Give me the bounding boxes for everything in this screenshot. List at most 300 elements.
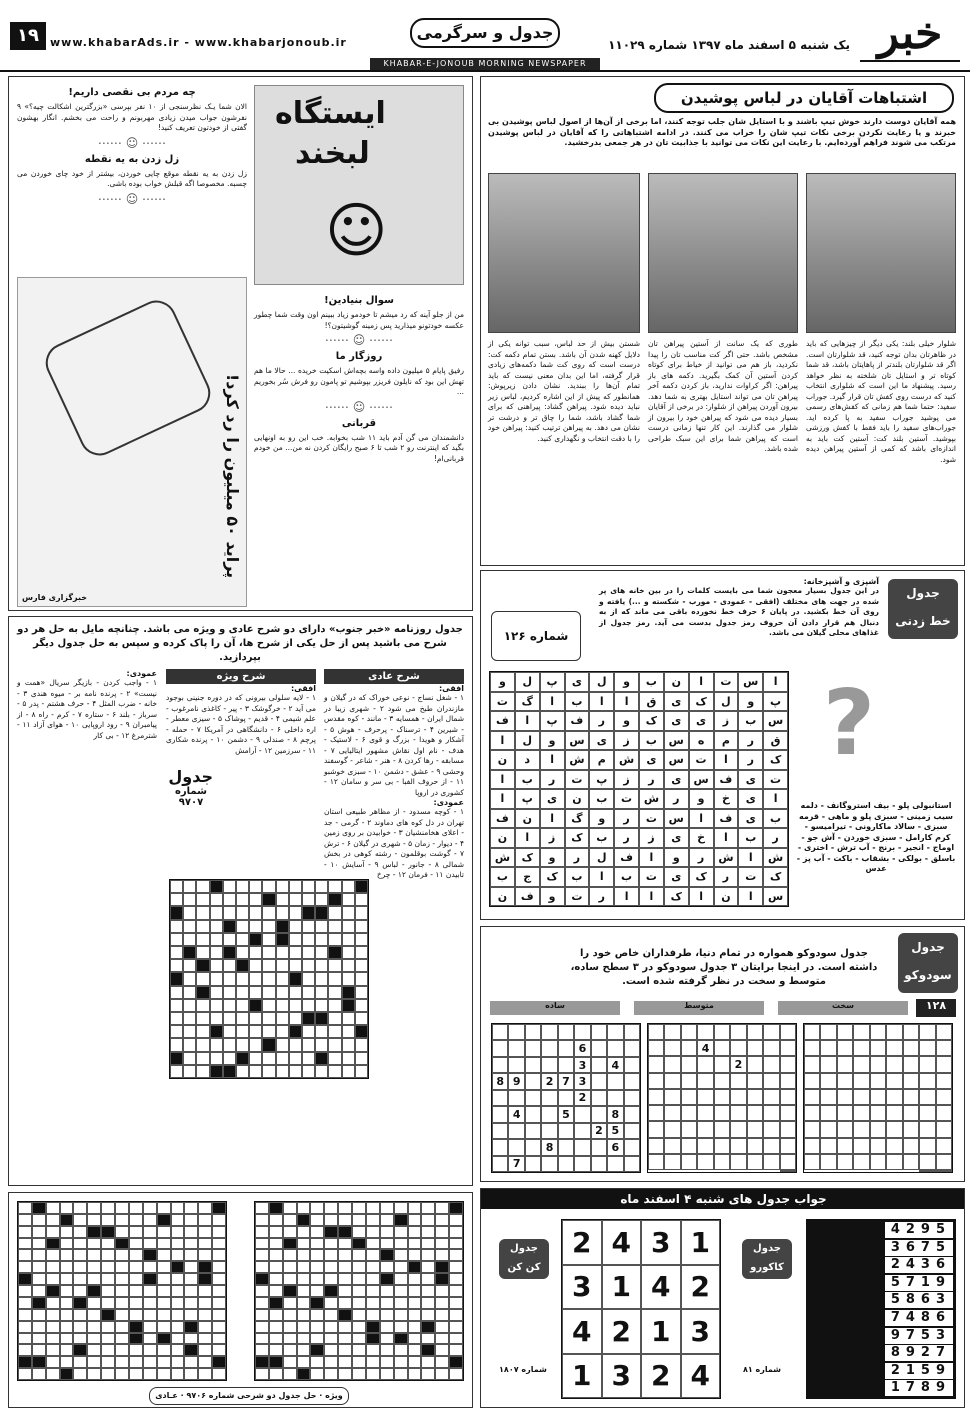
crossword-cell[interactable] (249, 1025, 262, 1038)
crossword-cell[interactable] (276, 1065, 289, 1078)
sudoku-cell[interactable] (747, 1105, 763, 1121)
crossword-cell[interactable] (355, 959, 368, 972)
sudoku-cell[interactable] (820, 1089, 836, 1105)
sudoku-cell[interactable] (763, 1121, 779, 1137)
sudoku-cell[interactable] (648, 1040, 664, 1056)
crossword-cell[interactable] (196, 999, 209, 1012)
word-search-cell[interactable]: ی (738, 770, 763, 790)
crossword-cell[interactable] (196, 1052, 209, 1065)
crossword-cell[interactable] (170, 933, 183, 946)
crossword-cell[interactable] (302, 1025, 315, 1038)
sudoku-cell[interactable] (664, 1040, 680, 1056)
crossword-cell[interactable] (262, 959, 275, 972)
word-search-cell[interactable]: س (738, 672, 763, 692)
sudoku-cell[interactable] (525, 1139, 541, 1155)
crossword-cell[interactable] (170, 906, 183, 919)
crossword-cell[interactable] (342, 986, 355, 999)
sudoku-cell[interactable] (936, 1154, 952, 1170)
sudoku-cell[interactable] (903, 1056, 919, 1072)
sudoku-cell[interactable] (870, 1073, 886, 1089)
sudoku-cell[interactable] (624, 1057, 640, 1073)
crossword-cell[interactable] (315, 1052, 328, 1065)
sudoku-cell[interactable] (607, 1073, 623, 1089)
crossword-cell[interactable] (262, 1025, 275, 1038)
crossword-cell[interactable] (355, 933, 368, 946)
sudoku-cell[interactable] (763, 1089, 779, 1105)
sudoku-cell[interactable] (837, 1121, 853, 1137)
crossword-cell[interactable] (210, 1012, 223, 1025)
crossword-cell[interactable] (342, 933, 355, 946)
sudoku-cell[interactable] (574, 1156, 590, 1172)
sudoku-cell[interactable]: 7 (508, 1156, 524, 1172)
word-search-cell[interactable]: ش (565, 750, 590, 770)
crossword-cell[interactable] (223, 999, 236, 1012)
sudoku-cell[interactable] (697, 1121, 713, 1137)
word-search-cell[interactable]: ا (714, 750, 739, 770)
sudoku-cell[interactable]: 8 (607, 1106, 623, 1122)
crossword-cell[interactable] (210, 972, 223, 985)
kenken-cell[interactable]: 2 (602, 1309, 642, 1354)
word-search-cell[interactable]: ا (490, 731, 515, 751)
kenken-cell[interactable]: 4 (681, 1354, 721, 1399)
crossword-cell[interactable] (276, 1052, 289, 1065)
word-search-cell[interactable]: ج (515, 867, 540, 887)
crossword-cell[interactable] (170, 1052, 183, 1065)
word-search-cell[interactable]: ا (689, 809, 714, 829)
word-search-cell[interactable]: ر (589, 887, 614, 907)
kenken-cell[interactable]: 1 (641, 1309, 681, 1354)
kenken-cell[interactable]: 4 (562, 1309, 602, 1354)
sudoku-cell[interactable] (492, 1024, 508, 1040)
sudoku-cell[interactable] (853, 1056, 869, 1072)
sudoku-cell[interactable] (804, 1056, 820, 1072)
word-search-cell[interactable]: و (689, 789, 714, 809)
crossword-cell[interactable] (223, 906, 236, 919)
crossword-cell[interactable] (196, 933, 209, 946)
crossword-cell[interactable] (236, 1052, 249, 1065)
sudoku-cell[interactable] (747, 1154, 763, 1170)
word-search-cell[interactable]: ر (738, 750, 763, 770)
website-links[interactable]: www.khabarAds.ir - www.khabarjonoub.ir (50, 36, 347, 49)
crossword-cell[interactable] (170, 1065, 183, 1078)
word-search-cell[interactable]: ک (689, 692, 714, 712)
crossword-cell[interactable] (262, 880, 275, 893)
word-search-cell[interactable]: ا (614, 887, 639, 907)
crossword-cell[interactable] (236, 946, 249, 959)
word-search-cell[interactable]: ب (639, 731, 664, 751)
sudoku-cell[interactable] (624, 1106, 640, 1122)
crossword-cell[interactable] (276, 959, 289, 972)
sudoku-cell[interactable] (837, 1073, 853, 1089)
sudoku-cell[interactable]: 9 (508, 1073, 524, 1089)
sudoku-cell[interactable] (886, 1089, 902, 1105)
word-search-cell[interactable]: ا (515, 828, 540, 848)
crossword-cell[interactable] (236, 1012, 249, 1025)
crossword-cell[interactable] (210, 893, 223, 906)
crossword-cell[interactable] (315, 906, 328, 919)
sudoku-cell[interactable] (747, 1073, 763, 1089)
crossword-cell[interactable] (302, 920, 315, 933)
crossword-cell[interactable] (249, 986, 262, 999)
sudoku-cell[interactable] (525, 1040, 541, 1056)
sudoku-cell[interactable] (681, 1040, 697, 1056)
word-search-cell[interactable]: ف (614, 848, 639, 868)
sudoku-cell[interactable] (697, 1089, 713, 1105)
word-search-cell[interactable]: ر (738, 731, 763, 751)
sudoku-cell[interactable] (591, 1156, 607, 1172)
crossword-cell[interactable] (170, 880, 183, 893)
crossword-cell[interactable] (236, 893, 249, 906)
crossword-cell[interactable] (183, 1052, 196, 1065)
crossword-cell[interactable] (302, 1052, 315, 1065)
crossword-cell[interactable] (170, 1025, 183, 1038)
word-search-cell[interactable]: ب (639, 672, 664, 692)
sudoku-cell[interactable] (804, 1040, 820, 1056)
word-search-cell[interactable]: و (540, 848, 565, 868)
sudoku-cell[interactable] (558, 1024, 574, 1040)
sudoku-cell[interactable] (919, 1121, 935, 1137)
sudoku-cell[interactable] (780, 1154, 796, 1170)
word-search-cell[interactable]: ی (738, 789, 763, 809)
sudoku-cell[interactable] (508, 1123, 524, 1139)
sudoku-cell[interactable] (648, 1105, 664, 1121)
sudoku-cell[interactable] (714, 1105, 730, 1121)
word-search-cell[interactable]: ک (639, 711, 664, 731)
word-search-cell[interactable]: ا (639, 848, 664, 868)
sudoku-cell[interactable] (919, 1105, 935, 1121)
crossword-cell[interactable] (170, 893, 183, 906)
crossword-cell[interactable] (170, 946, 183, 959)
crossword-cell[interactable] (196, 959, 209, 972)
sudoku-cell[interactable] (697, 1154, 713, 1170)
word-search-cell[interactable]: س (763, 711, 788, 731)
sudoku-cell[interactable] (870, 1154, 886, 1170)
crossword-cell[interactable] (183, 946, 196, 959)
sudoku-cell[interactable] (541, 1090, 557, 1106)
crossword-cell[interactable] (276, 1012, 289, 1025)
sudoku-cell[interactable] (730, 1073, 746, 1089)
word-search-cell[interactable]: ش (614, 750, 639, 770)
sudoku-cell[interactable] (870, 1121, 886, 1137)
sudoku-cell[interactable] (541, 1040, 557, 1056)
word-search-cell[interactable]: ی (738, 809, 763, 829)
crossword-cell[interactable] (249, 959, 262, 972)
sudoku-cell[interactable] (664, 1154, 680, 1170)
sudoku-cell[interactable] (541, 1057, 557, 1073)
crossword-cell[interactable] (170, 1012, 183, 1025)
word-search-cell[interactable]: ت (565, 887, 590, 907)
word-search-cell[interactable]: ا (763, 672, 788, 692)
word-search-cell[interactable]: ت (490, 692, 515, 712)
word-search-cell[interactable]: ف (565, 711, 590, 731)
word-search-cell[interactable]: ت (763, 770, 788, 790)
word-search-cell[interactable]: ر (763, 828, 788, 848)
sudoku-cell[interactable] (870, 1024, 886, 1040)
crossword-cell[interactable] (170, 959, 183, 972)
crossword-cell[interactable] (170, 1038, 183, 1051)
sudoku-cell[interactable] (558, 1123, 574, 1139)
crossword-cell[interactable] (289, 1012, 302, 1025)
sudoku-cell[interactable] (558, 1040, 574, 1056)
crossword-cell[interactable] (170, 972, 183, 985)
kenken-cell[interactable]: 3 (602, 1354, 642, 1399)
word-search-cell[interactable]: ه (689, 731, 714, 751)
crossword-cell[interactable] (236, 933, 249, 946)
sudoku-cell[interactable] (730, 1154, 746, 1170)
sudoku-cell[interactable] (648, 1154, 664, 1170)
sudoku-cell[interactable] (804, 1121, 820, 1137)
sudoku-cell[interactable] (664, 1089, 680, 1105)
word-search-cell[interactable]: ت (614, 789, 639, 809)
crossword-cell[interactable] (355, 1052, 368, 1065)
sudoku-cell[interactable] (820, 1073, 836, 1089)
sudoku-cell[interactable] (714, 1154, 730, 1170)
word-search-cell[interactable]: ف (490, 711, 515, 731)
crossword-cell[interactable] (223, 1052, 236, 1065)
word-search-cell[interactable]: ر (565, 848, 590, 868)
sudoku-cell[interactable] (492, 1090, 508, 1106)
crossword-cell[interactable] (223, 1038, 236, 1051)
crossword-cell[interactable] (355, 1038, 368, 1051)
word-search-cell[interactable]: ا (614, 692, 639, 712)
word-search-cell[interactable]: گ (565, 809, 590, 829)
crossword-cell[interactable] (210, 1025, 223, 1038)
sudoku-grid-medium[interactable] (647, 1023, 797, 1173)
sudoku-cell[interactable] (664, 1073, 680, 1089)
crossword-cell[interactable] (342, 999, 355, 1012)
crossword-cell[interactable] (210, 986, 223, 999)
crossword-cell[interactable] (249, 893, 262, 906)
crossword-cell[interactable] (236, 880, 249, 893)
crossword-cell[interactable] (289, 1052, 302, 1065)
word-search-cell[interactable]: ا (689, 887, 714, 907)
sudoku-cell[interactable] (681, 1089, 697, 1105)
word-search-cell[interactable]: ن (490, 828, 515, 848)
crossword-cell[interactable] (249, 1012, 262, 1025)
word-search-cell[interactable]: ی (664, 692, 689, 712)
crossword-cell[interactable] (236, 972, 249, 985)
sudoku-cell[interactable]: 3 (574, 1057, 590, 1073)
sudoku-cell[interactable] (681, 1154, 697, 1170)
sudoku-cell[interactable] (886, 1154, 902, 1170)
sudoku-cell[interactable] (763, 1024, 779, 1040)
word-search-cell[interactable]: ا (738, 848, 763, 868)
sudoku-cell[interactable] (919, 1040, 935, 1056)
crossword-cell[interactable] (236, 906, 249, 919)
crossword-cell[interactable] (210, 920, 223, 933)
crossword-cell[interactable] (315, 1012, 328, 1025)
sudoku-cell[interactable] (664, 1138, 680, 1154)
word-search-cell[interactable]: ن (664, 672, 689, 692)
crossword-cell[interactable] (183, 986, 196, 999)
sudoku-cell[interactable]: 8 (492, 1073, 508, 1089)
sudoku-cell[interactable] (648, 1056, 664, 1072)
kenken-cell[interactable]: 2 (562, 1220, 602, 1265)
sudoku-grid-easy[interactable] (491, 1023, 641, 1173)
kenken-cell[interactable]: 2 (641, 1354, 681, 1399)
word-search-cell[interactable]: ف (515, 887, 540, 907)
sudoku-cell[interactable]: 7 (558, 1073, 574, 1089)
crossword-cell[interactable] (289, 1065, 302, 1078)
crossword-cell[interactable] (355, 999, 368, 1012)
crossword-cell[interactable] (262, 972, 275, 985)
sudoku-cell[interactable] (853, 1154, 869, 1170)
sudoku-cell[interactable] (607, 1040, 623, 1056)
word-search-cell[interactable]: ب (490, 867, 515, 887)
sudoku-cell[interactable] (919, 1170, 935, 1172)
sudoku-cell[interactable]: 2 (591, 1123, 607, 1139)
sudoku-cell[interactable]: 2 (574, 1090, 590, 1106)
crossword-cell[interactable] (355, 920, 368, 933)
sudoku-cell[interactable] (697, 1138, 713, 1154)
crossword-cell[interactable] (342, 1065, 355, 1078)
sudoku-cell[interactable] (681, 1105, 697, 1121)
crossword-cell[interactable] (276, 986, 289, 999)
sudoku-cell[interactable]: 8 (541, 1139, 557, 1155)
crossword-cell[interactable] (289, 933, 302, 946)
sudoku-cell[interactable] (763, 1105, 779, 1121)
sudoku-cell[interactable] (730, 1121, 746, 1137)
crossword-cell[interactable] (328, 986, 341, 999)
sudoku-cell[interactable] (747, 1121, 763, 1137)
crossword-cell[interactable] (355, 1025, 368, 1038)
sudoku-cell[interactable] (903, 1154, 919, 1170)
sudoku-cell[interactable] (853, 1121, 869, 1137)
sudoku-cell[interactable] (886, 1040, 902, 1056)
crossword-cell[interactable] (342, 1025, 355, 1038)
sudoku-cell[interactable] (730, 1040, 746, 1056)
crossword-cell[interactable] (276, 999, 289, 1012)
sudoku-cell[interactable] (558, 1057, 574, 1073)
sudoku-cell[interactable] (919, 1024, 935, 1040)
crossword-cell[interactable] (302, 893, 315, 906)
crossword-cell[interactable] (249, 1065, 262, 1078)
sudoku-cell[interactable] (780, 1121, 796, 1137)
sudoku-cell[interactable] (936, 1089, 952, 1105)
sudoku-cell[interactable] (919, 1138, 935, 1154)
sudoku-cell[interactable]: 4 (607, 1057, 623, 1073)
crossword-cell[interactable] (210, 906, 223, 919)
sudoku-cell[interactable] (936, 1024, 952, 1040)
word-search-cell[interactable]: ق (763, 731, 788, 751)
word-search-cell[interactable]: ف (714, 770, 739, 790)
crossword-cell[interactable] (355, 946, 368, 959)
word-search-cell[interactable]: ی (589, 731, 614, 751)
crossword-cell[interactable] (315, 893, 328, 906)
crossword-cell[interactable] (210, 999, 223, 1012)
word-search-cell[interactable]: ک (565, 828, 590, 848)
sudoku-cell[interactable] (780, 1040, 796, 1056)
crossword-cell[interactable] (302, 959, 315, 972)
sudoku-cell[interactable] (919, 1056, 935, 1072)
sudoku-cell[interactable] (525, 1057, 541, 1073)
crossword-cell[interactable] (276, 893, 289, 906)
crossword-cell[interactable] (196, 1025, 209, 1038)
sudoku-cell[interactable] (508, 1139, 524, 1155)
sudoku-cell[interactable] (574, 1139, 590, 1155)
crossword-cell[interactable] (289, 893, 302, 906)
word-search-cell[interactable]: پ (540, 672, 565, 692)
sudoku-grid-hard[interactable] (803, 1023, 953, 1173)
word-search-cell[interactable]: و (614, 711, 639, 731)
crossword-cell[interactable] (236, 1038, 249, 1051)
word-search-cell[interactable]: ا (738, 887, 763, 907)
sudoku-cell[interactable] (591, 1090, 607, 1106)
crossword-cell[interactable] (223, 920, 236, 933)
sudoku-cell[interactable] (541, 1156, 557, 1172)
sudoku-cell[interactable] (820, 1105, 836, 1121)
crossword-cell[interactable] (315, 1065, 328, 1078)
crossword-cell[interactable] (276, 972, 289, 985)
sudoku-cell[interactable] (574, 1123, 590, 1139)
sudoku-cell[interactable] (804, 1154, 820, 1170)
sudoku-cell[interactable] (681, 1056, 697, 1072)
word-search-cell[interactable]: س (689, 770, 714, 790)
sudoku-cell[interactable] (853, 1073, 869, 1089)
word-search-cell[interactable]: ز (614, 770, 639, 790)
crossword-cell[interactable] (236, 1025, 249, 1038)
word-search-cell[interactable]: ا (639, 887, 664, 907)
crossword-cell[interactable] (276, 906, 289, 919)
word-search-cell[interactable]: د (515, 750, 540, 770)
sudoku-cell[interactable] (747, 1040, 763, 1056)
sudoku-cell[interactable] (508, 1090, 524, 1106)
sudoku-cell[interactable] (714, 1089, 730, 1105)
sudoku-cell[interactable] (525, 1106, 541, 1122)
sudoku-cell[interactable] (853, 1138, 869, 1154)
sudoku-cell[interactable]: 2 (730, 1056, 746, 1072)
word-search-cell[interactable]: ک (763, 750, 788, 770)
sudoku-cell[interactable] (697, 1073, 713, 1089)
word-search-cell[interactable]: و (589, 809, 614, 829)
sudoku-cell[interactable] (492, 1057, 508, 1073)
word-search-cell[interactable]: م (714, 731, 739, 751)
sudoku-cell[interactable] (763, 1138, 779, 1154)
crossword-cell[interactable] (342, 880, 355, 893)
crossword-cell[interactable] (236, 959, 249, 972)
sudoku-cell[interactable] (886, 1121, 902, 1137)
crossword-cell[interactable] (328, 920, 341, 933)
sudoku-cell[interactable]: 4 (697, 1040, 713, 1056)
crossword-cell[interactable] (342, 972, 355, 985)
word-search-cell[interactable]: ر (589, 711, 614, 731)
word-search-cell[interactable]: ر (689, 848, 714, 868)
sudoku-cell[interactable] (853, 1040, 869, 1056)
crossword-cell[interactable] (196, 1012, 209, 1025)
word-search-cell[interactable]: ی (565, 672, 590, 692)
crossword-cell[interactable] (342, 920, 355, 933)
crossword-cell[interactable] (289, 959, 302, 972)
sudoku-cell[interactable] (664, 1105, 680, 1121)
sudoku-cell[interactable] (936, 1121, 952, 1137)
crossword-cell[interactable] (328, 893, 341, 906)
sudoku-cell[interactable] (591, 1057, 607, 1073)
sudoku-cell[interactable] (591, 1024, 607, 1040)
word-search-cell[interactable]: ف (714, 809, 739, 829)
sudoku-cell[interactable] (837, 1024, 853, 1040)
crossword-cell[interactable] (302, 972, 315, 985)
sudoku-cell[interactable] (747, 1056, 763, 1072)
crossword-cell[interactable] (342, 1038, 355, 1051)
crossword-cell[interactable] (183, 893, 196, 906)
sudoku-cell[interactable]: 3 (574, 1073, 590, 1089)
crossword-cell[interactable] (289, 1038, 302, 1051)
word-search-cell[interactable]: ن (490, 750, 515, 770)
word-search-cell[interactable]: ب (614, 867, 639, 887)
crossword-cell[interactable] (328, 1065, 341, 1078)
word-search-cell[interactable]: م (589, 750, 614, 770)
sudoku-cell[interactable] (820, 1154, 836, 1170)
